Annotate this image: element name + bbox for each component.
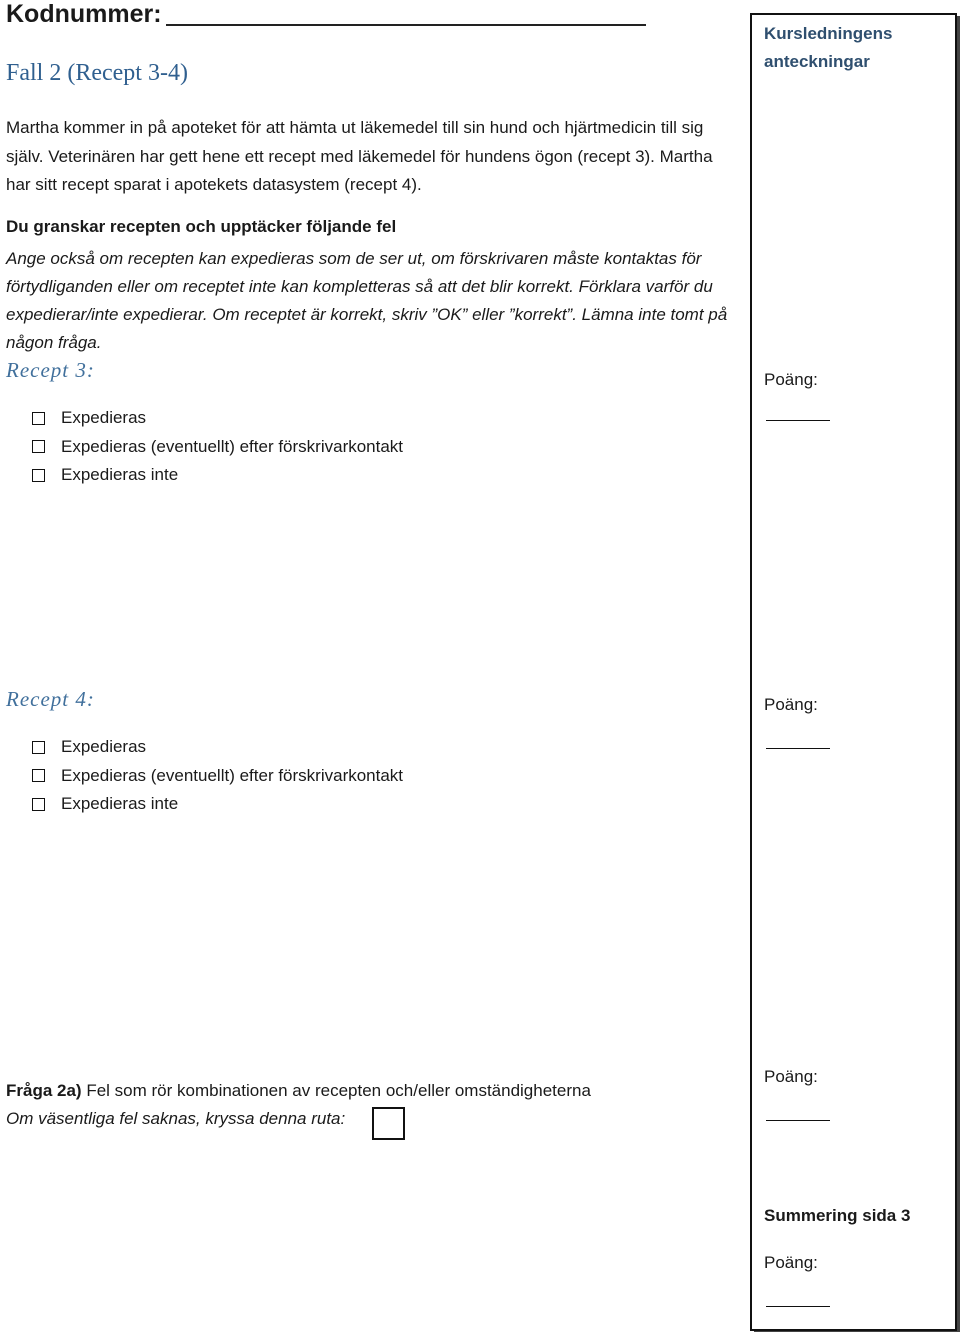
option-label: Expedieras inte: [61, 794, 179, 814]
points-label-summary: Poäng:: [764, 1253, 818, 1272]
option-label: Expedieras (eventuellt) efter förskrivarkontakt: [61, 765, 404, 785]
checkbox[interactable]: [32, 798, 45, 811]
recept-4-option-expedieras[interactable]: [32, 733, 403, 762]
points-label-recept-4: Poäng:: [764, 695, 818, 714]
grader-notes-panel: [750, 13, 957, 1331]
question-2a-line: [6, 1077, 591, 1105]
recept-4-options: [32, 733, 403, 819]
option-label: Expedieras: [61, 737, 147, 757]
points-field-recept-4[interactable]: [766, 748, 830, 749]
checkbox[interactable]: [32, 741, 45, 754]
code-number-line[interactable]: [166, 24, 646, 26]
option-label: Expedieras: [61, 408, 147, 428]
recept-3-option-not-dispensed[interactable]: [32, 461, 403, 490]
recept-4-option-after-contact[interactable]: [32, 762, 403, 791]
case-title: Fall 2 (Recept 3-4): [6, 60, 188, 86]
option-label: Expedieras (eventuellt) efter förskrivarkontakt: [61, 436, 404, 456]
grader-notes-title: Kursledningens anteckningar: [764, 24, 893, 71]
question-2a-checkbox-prompt: Om väsentliga fel saknas, kryssa denna ruta:: [6, 1109, 346, 1128]
question-2a: [6, 1077, 591, 1133]
points-field-question-2a[interactable]: [766, 1120, 830, 1121]
question-2a-label: Fråga 2a): [6, 1081, 82, 1100]
summary-title: Summering sida 3: [764, 1206, 911, 1225]
points-label-question-2a: Poäng:: [764, 1067, 818, 1086]
checkbox[interactable]: [32, 469, 45, 482]
recept-3-option-after-contact[interactable]: [32, 433, 403, 462]
case-description: Martha kommer in på apoteket för att hämta ut läkemedel till sin hund och hjärtmedicin till sig själv. Veterinären har gett hene ett recept med läkemedel för hundens ögon (recept 3). Martha har sitt recept sparat i apotekets datasystem (recept 4).: [6, 118, 713, 194]
question-2a-text: Fel som rör kombinationen av recepten och/eller omständigheterna: [81, 1081, 591, 1100]
recept-3-options: [32, 404, 403, 490]
checkbox[interactable]: [32, 440, 45, 453]
recept-4-option-not-dispensed[interactable]: [32, 790, 403, 819]
no-errors-checkbox[interactable]: [372, 1107, 405, 1140]
page-title: Kodnummer:: [6, 0, 162, 28]
task-instructions: Ange också om recepten kan expedieras som de ser ut, om förskrivaren måste kontaktas för förtydliganden eller om receptet inte kan kompletteras så att det blir korrekt. Förklara varför du expedierar/inte expedierar. Om receptet är korrekt, skriv ”OK” eller ”korrekt”. Lämna inte tomt på någon fråga.: [6, 249, 728, 352]
points-field-summary[interactable]: [766, 1306, 830, 1307]
checkbox[interactable]: [32, 412, 45, 425]
option-label: Expedieras inte: [61, 465, 179, 485]
points-field-recept-3[interactable]: [766, 420, 830, 421]
recept-3-option-expedieras[interactable]: [32, 404, 403, 433]
points-label-recept-3: Poäng:: [764, 370, 818, 389]
checkbox[interactable]: [32, 769, 45, 782]
recept-3-heading: Recept 3:: [6, 358, 95, 382]
recept-4-heading: Recept 4:: [6, 687, 95, 711]
task-heading: Du granskar recepten och upptäcker följande fel: [6, 217, 397, 236]
